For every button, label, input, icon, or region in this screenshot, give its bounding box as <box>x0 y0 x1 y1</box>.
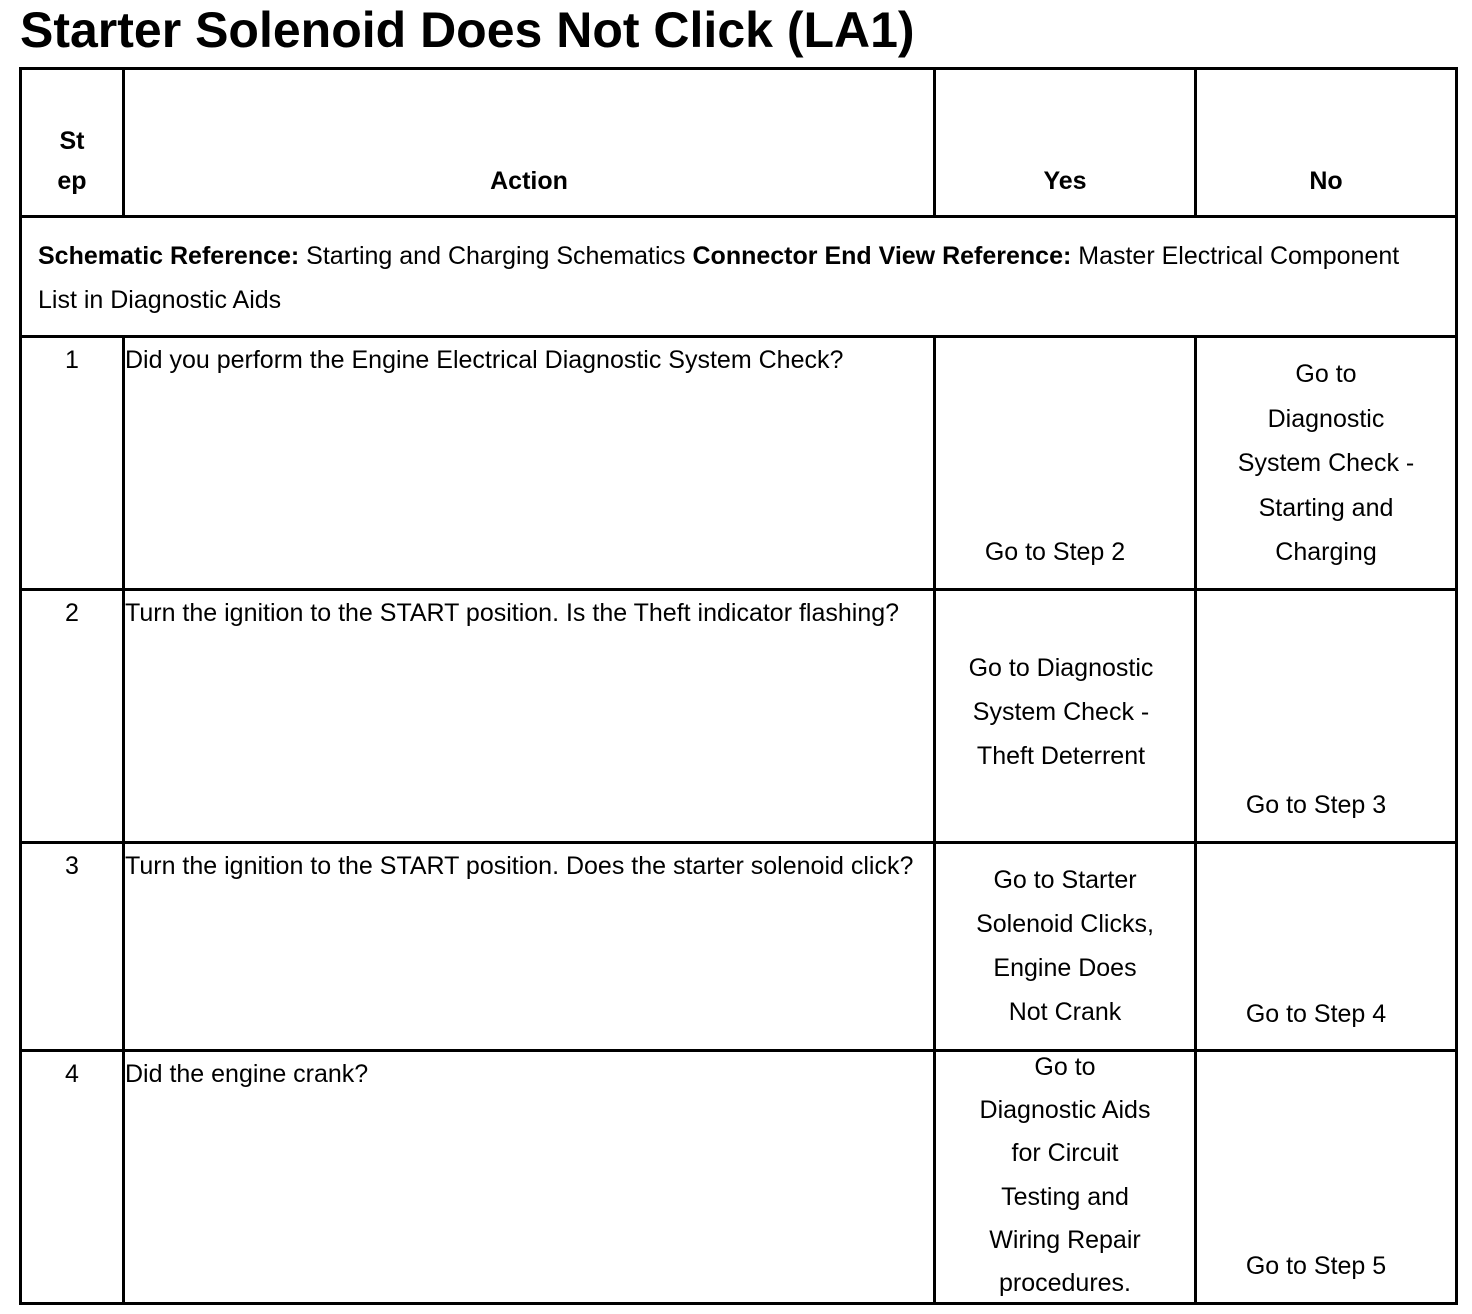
yes-result: Go to Diagnostic System Check - Theft Deterrent <box>968 654 1154 770</box>
schematic-reference-label: Schematic Reference: <box>38 242 300 270</box>
step-number: 1 <box>21 337 124 590</box>
reference-cell <box>21 217 1457 337</box>
step-action: Did the engine crank? <box>124 1051 935 1304</box>
step-action: Turn the ignition to the START position. Does the starter solenoid click? <box>124 843 935 1051</box>
table-row <box>21 337 1457 590</box>
header-action: Action <box>124 69 935 217</box>
header-step: St ep <box>21 69 124 217</box>
table-row <box>21 590 1457 843</box>
yes-cell <box>935 337 1196 590</box>
table-row <box>21 1051 1457 1304</box>
no-result: Go to Step 4 <box>1245 1000 1387 1028</box>
no-cell <box>1196 843 1457 1051</box>
table-row <box>21 843 1457 1051</box>
step-number: 3 <box>21 843 124 1051</box>
schematic-reference-value: Starting and Charging Schematics <box>299 242 693 270</box>
header-no: No <box>1196 69 1457 217</box>
yes-cell <box>935 1051 1196 1304</box>
no-cell <box>1196 1051 1457 1304</box>
no-result: Go to Step 5 <box>1245 1252 1387 1280</box>
step-number: 4 <box>21 1051 124 1304</box>
step-action: Turn the ignition to the START position. Is the Theft indicator flashing? <box>124 590 935 843</box>
step-action: Did you perform the Engine Electrical Diagnostic System Check? <box>124 337 935 590</box>
page-title: Starter Solenoid Does Not Click (LA1) <box>20 2 915 58</box>
step-number: 2 <box>21 590 124 843</box>
no-cell <box>1196 337 1457 590</box>
yes-result: Go to Diagnostic Aids for Circuit Testing and Wiring Repair procedures. <box>979 1053 1151 1298</box>
no-result: Go to Diagnostic System Check - Starting and Charging <box>1237 360 1415 566</box>
yes-result: Go to Step 2 <box>984 538 1126 566</box>
yes-cell <box>935 590 1196 843</box>
yes-result: Go to Starter Solenoid Clicks, Engine Does Not Crank <box>976 866 1154 1026</box>
connector-reference-value: Master Electrical Component List in Diagnostic Aids <box>38 242 1400 314</box>
no-cell <box>1196 590 1457 843</box>
yes-cell <box>935 843 1196 1051</box>
table-header-row <box>21 69 1457 217</box>
connector-reference-label: Connector End View Reference: <box>692 242 1072 270</box>
diagnostic-table <box>19 67 1458 1305</box>
no-result: Go to Step 3 <box>1245 791 1387 819</box>
reference-row <box>21 217 1457 337</box>
header-yes: Yes <box>935 69 1196 217</box>
